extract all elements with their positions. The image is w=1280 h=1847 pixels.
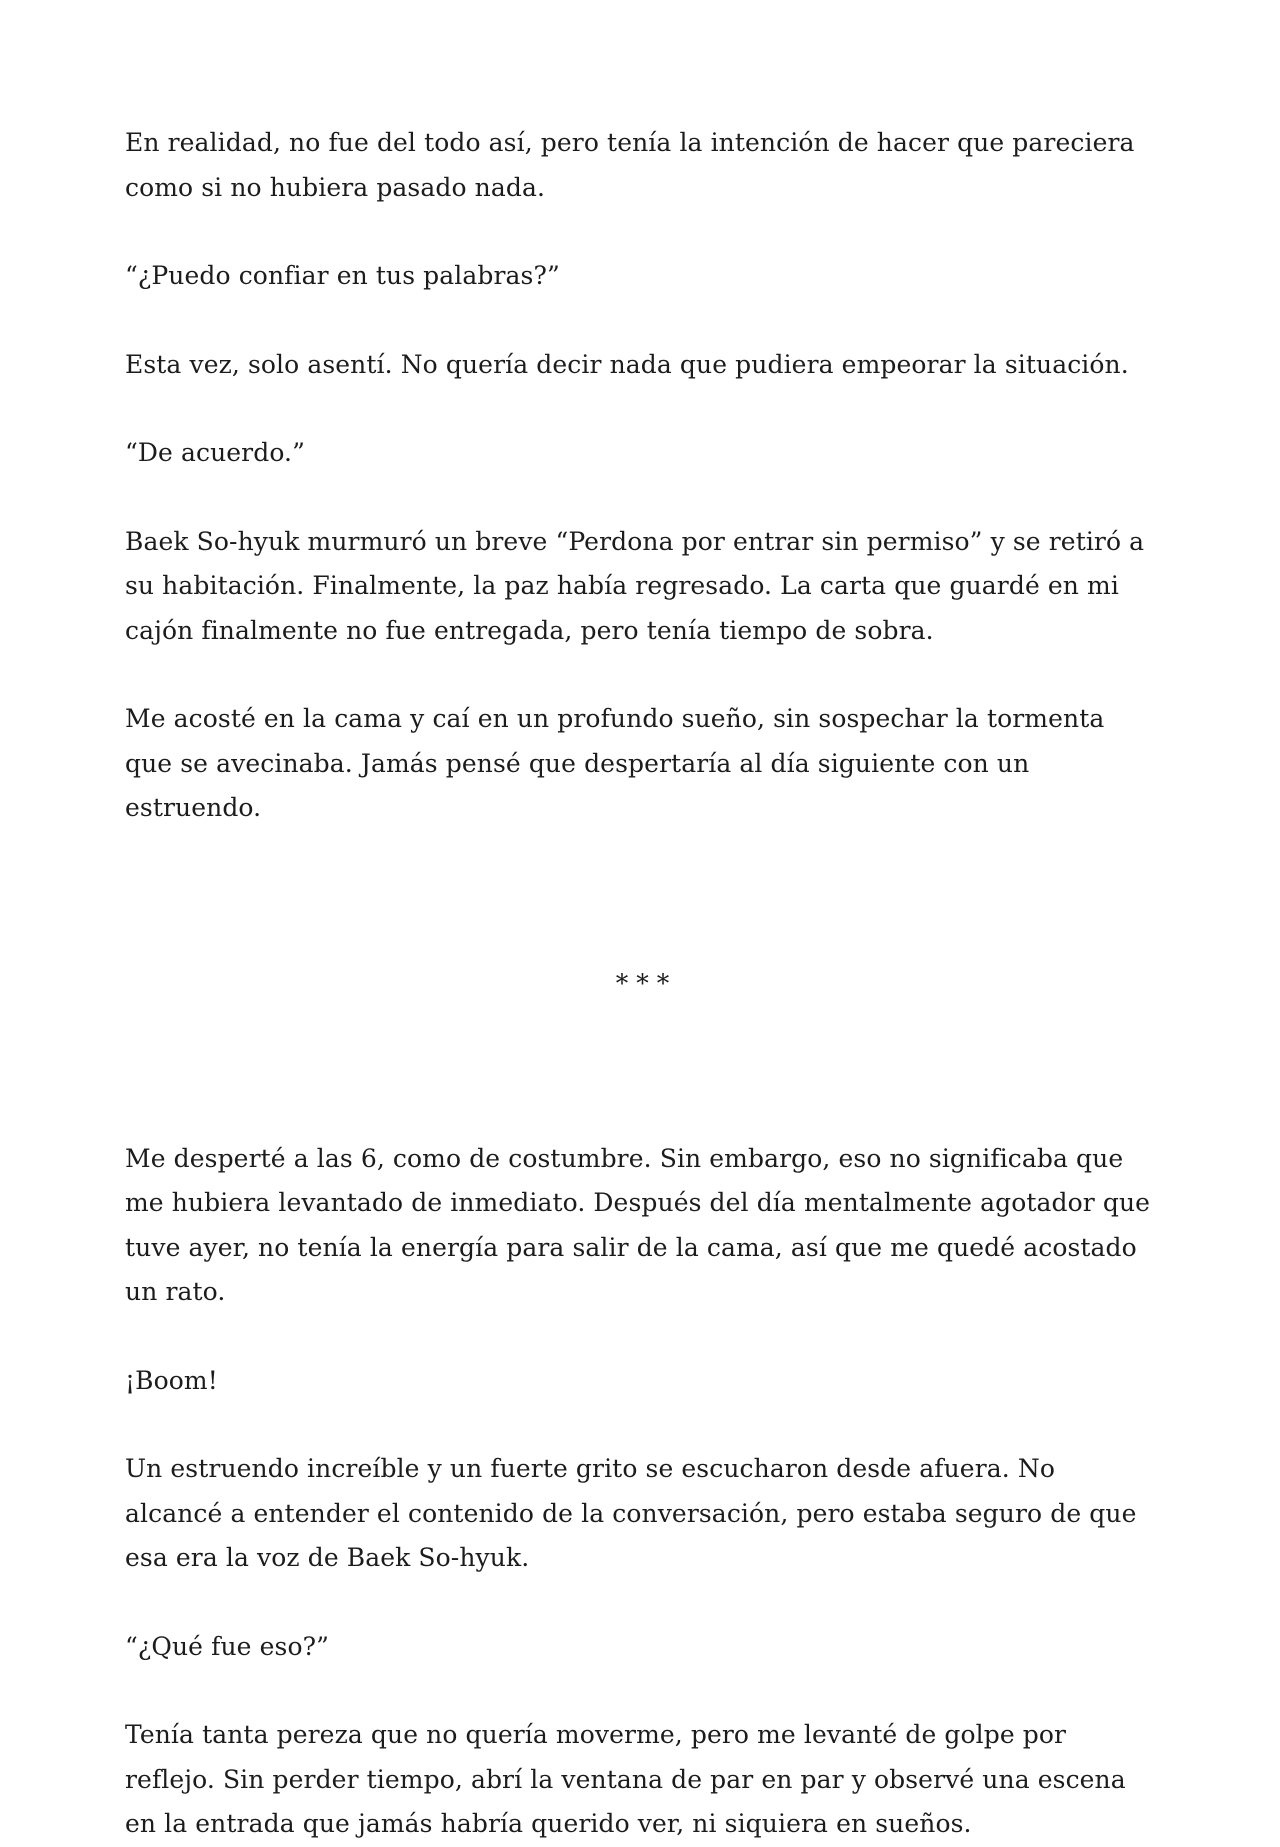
paragraph: Tenía tanta pereza que no quería moverme, pero me levanté de golpe por reflejo. Sin perder tiempo, abrí la ventana de par en par y observé una escena en la entrada que jamás habría querido ver, ni siquiera en sueños.: [125, 1720, 1126, 1838]
dialogue-line: “¿Qué fue eso?”: [125, 1631, 329, 1661]
paragraph: Esta vez, solo asentí. No quería decir nada que pudiera empeorar la situación.: [125, 349, 1129, 379]
scene-separator: * * *: [615, 968, 670, 998]
paragraph: Me desperté a las 6, como de costumbre. Sin embargo, eso no significaba que me hubiera levantado de inmediato. Después del día mentalmente agotador que tuve ayer, no tenía la energía para salir de la cama, así que me quedé acostado un rato.: [125, 1143, 1151, 1306]
paragraph: En realidad, no fue del todo así, pero tenía la intención de hacer que pareciera como si no hubiera pasado nada.: [125, 128, 1135, 202]
dialogue-line: “De acuerdo.”: [125, 438, 305, 467]
paragraph: Baek So-hyuk murmuró un breve “Perdona por entrar sin permiso” y se retiró a su habitación. Finalmente, la paz había regresado. La carta que guardé en mi cajón finalmente no fue entregada, pero tenía tiempo de sobra.: [125, 526, 1145, 645]
dialogue-line: “¿Puedo confiar en tus palabras?”: [125, 261, 560, 290]
document-page: [125, 121, 1155, 1847]
paragraph: Un estruendo increíble y un fuerte grito se escucharon desde afuera. No alcancé a entender el contenido de la conversación, pero estaba seguro de que esa era la voz de Baek So-hyuk.: [125, 1454, 1137, 1572]
sound-effect-line: ¡Boom!: [125, 1365, 218, 1395]
paragraph: Me acosté en la cama y caí en un profundo sueño, sin sospechar la tormenta que se avecinaba. Jamás pensé que despertaría al día siguiente con un estruendo.: [125, 704, 1105, 822]
